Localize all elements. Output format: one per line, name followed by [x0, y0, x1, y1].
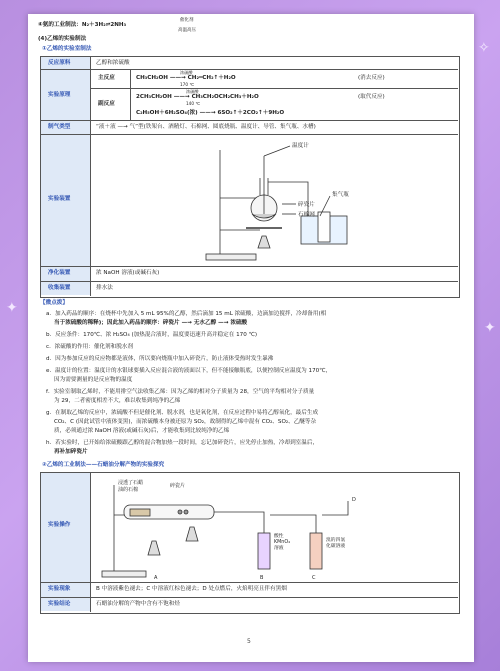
bromine-label-1: 溴的四氯	[326, 538, 346, 543]
principle-label: 实验原理	[48, 92, 71, 98]
note-e-line1: e．温度计的位置：温度计的水银球要插入反应混合液的液面以下，但不能接触瓶底，以便控制反应温度为 170℃，	[46, 368, 332, 374]
sparkle-icon: ✦	[484, 320, 496, 336]
gas-type-value: “液＋液 —→ 气”型(铁架台、酒精灯、石棉网、圆底烧瓶、温度计、导管、集气瓶、水槽)	[96, 124, 316, 130]
purification-value: 浓 NaOH 溶液(或碱石灰)	[96, 270, 160, 276]
conclusion-label: 实验结论	[48, 601, 71, 607]
bromine-label-2: 化碳溶液	[326, 544, 346, 549]
note-g-line1: g．在制取乙烯的反应中，浓硫酸不但是催化剂、脱水剂，也是氧化剂，在反应过程中易将乙醇氧化，最后生成	[46, 410, 319, 416]
side-condition-bottom: 140 ℃	[186, 101, 201, 106]
ammonia-catalyst-label: 催化剂	[180, 18, 194, 23]
thermometer-label: 温度计	[292, 143, 309, 149]
ammonia-equation: ④氨的工业制法：N₂＋3H₂⇌2NH₃	[38, 22, 127, 28]
note-a-line1: a．加入药品的顺序：在烧杯中先加入 5 mL 95%的乙醇，然后滴加 15 mL 浓硫酸，边滴加边搅拌，冷却备用(相	[46, 311, 327, 317]
kmno4-label-3: 溶液	[274, 546, 284, 551]
industrial-method-title: ②乙烯的工业制法——石蜡油分解产物的实验探究	[42, 462, 165, 468]
phenomenon-label: 实验现象	[48, 586, 71, 592]
side-reaction-label: 副反应	[98, 101, 115, 107]
main-reaction: CH₃CH₂OH ——→ CH₂═CH₂↑＋H₂O	[136, 75, 236, 81]
note-h-line1: h．若实验时，已开始给浓硫酸跟乙醇的混合物加热一段时间，忘记加碎瓷片，应先停止加热，冷却到室温后，	[46, 440, 319, 446]
note-f-line2: 为 29，二者密度相差不大，难以收集到纯净的乙烯	[54, 398, 181, 404]
notes-title: 【微点拨】	[40, 300, 68, 306]
label-b: B	[260, 575, 264, 581]
raw-materials-value: 乙醇和浓硫酸	[96, 60, 130, 66]
document-page	[28, 14, 474, 662]
gas-bottle-label: 集气瓶	[332, 192, 349, 198]
raw-materials-label: 反应原料	[48, 60, 71, 66]
note-h-line2: 再补加碎瓷片	[54, 449, 88, 455]
porcelain-chips-label: 碎瓷片	[298, 202, 315, 208]
main-reaction-label: 主反应	[98, 75, 115, 81]
kmno4-label-1: 酸性	[274, 534, 284, 539]
apparatus-label: 实验装置	[48, 196, 71, 202]
main-condition-bottom: 170 ℃	[180, 82, 195, 87]
asbestos-mesh-label: 石棉网	[298, 212, 315, 218]
label-d: D	[352, 497, 356, 503]
note-d: d．因为参加反应的反应物都是液体，所以要向烧瓶中加入碎瓷片，防止液体受热时发生暴沸	[46, 356, 274, 362]
note-e-line2: 因为需要测量的是反应物的温度	[54, 377, 133, 383]
note-g-line2: CO₂、C (因此试管中液体变黑)，而浓硫酸本身被还原为 SO₂，故制得的乙烯中混有 CO₂、SO₂、乙醚等杂	[54, 419, 317, 425]
conclusion-value: 石蜡油分解的产物中含有不饱和烃	[96, 601, 180, 607]
ethylene-apparatus-drawing	[198, 138, 368, 264]
porcelain-chips-label: 碎瓷片	[170, 483, 186, 489]
sparkle-icon: ✦	[6, 300, 18, 316]
side-reaction-2: C₂H₅OH＋6H₂SO₄(浓) ——→ 6SO₂↑＋2CO₂↑＋9H₂O	[136, 110, 285, 116]
collection-label: 收集装置	[48, 285, 71, 291]
note-g-line3: 质，必须通过浓 NaOH 溶液(或碱石灰)后，才能收集到比较纯净的乙烯	[54, 428, 230, 434]
side-reaction-type: (取代反应)	[358, 94, 385, 100]
note-f-line1: f．实验室制取乙烯时，不能用排空气法收集乙烯：因为乙烯的相对分子质量为 28，空气的平均相对分子质量	[46, 389, 315, 395]
side-reaction-1: 2CH₃CH₂OH ——→ CH₃CH₂OCH₂CH₃＋H₂O	[136, 94, 259, 100]
note-a-line2: 当于浓硫酸的稀释)；因此加入药品的顺序：碎瓷片 —→ 无水乙醇 —→ 浓硫酸	[54, 320, 248, 326]
paraffin-cracking-apparatus-drawing	[94, 475, 364, 581]
paraffin-asbestos-label: 浸透了石蜡	[118, 480, 144, 486]
main-reaction-type: (消去反应)	[358, 75, 385, 81]
operation-label: 实验操作	[48, 522, 71, 528]
gas-type-label: 制气类型	[48, 124, 71, 130]
label-c: C	[312, 575, 316, 581]
side-condition-top: 浓硫酸	[186, 89, 199, 94]
collection-value: 排水法	[96, 285, 113, 291]
paraffin-asbestos-label-2: 油的石棉	[118, 487, 139, 493]
subsection-title: ①乙烯的实验室制法	[42, 46, 92, 52]
kmno4-label-2: KMnO₄	[274, 540, 291, 545]
page-number: 5	[247, 638, 251, 645]
note-b: b．反应条件：170℃、浓 H₂SO₄ (加热混合液时，温度要迅速升高并稳定在 170 ℃)	[46, 332, 258, 338]
main-condition-top: 浓硫酸	[180, 70, 193, 75]
ammonia-condition-label: 高温高压	[178, 28, 196, 33]
section-title: (4)乙烯的实验制法	[38, 36, 87, 42]
phenomenon-value: B 中溶液紫色褪去；C 中溶液红棕色褪去；D 处点燃后，火焰明亮且伴有黑烟	[96, 586, 287, 592]
purification-label: 净化装置	[48, 270, 71, 276]
note-c: c．浓硫酸的作用：催化剂和脱水剂	[46, 344, 133, 350]
label-a: A	[154, 575, 158, 581]
sparkle-icon: ✧	[478, 40, 490, 56]
